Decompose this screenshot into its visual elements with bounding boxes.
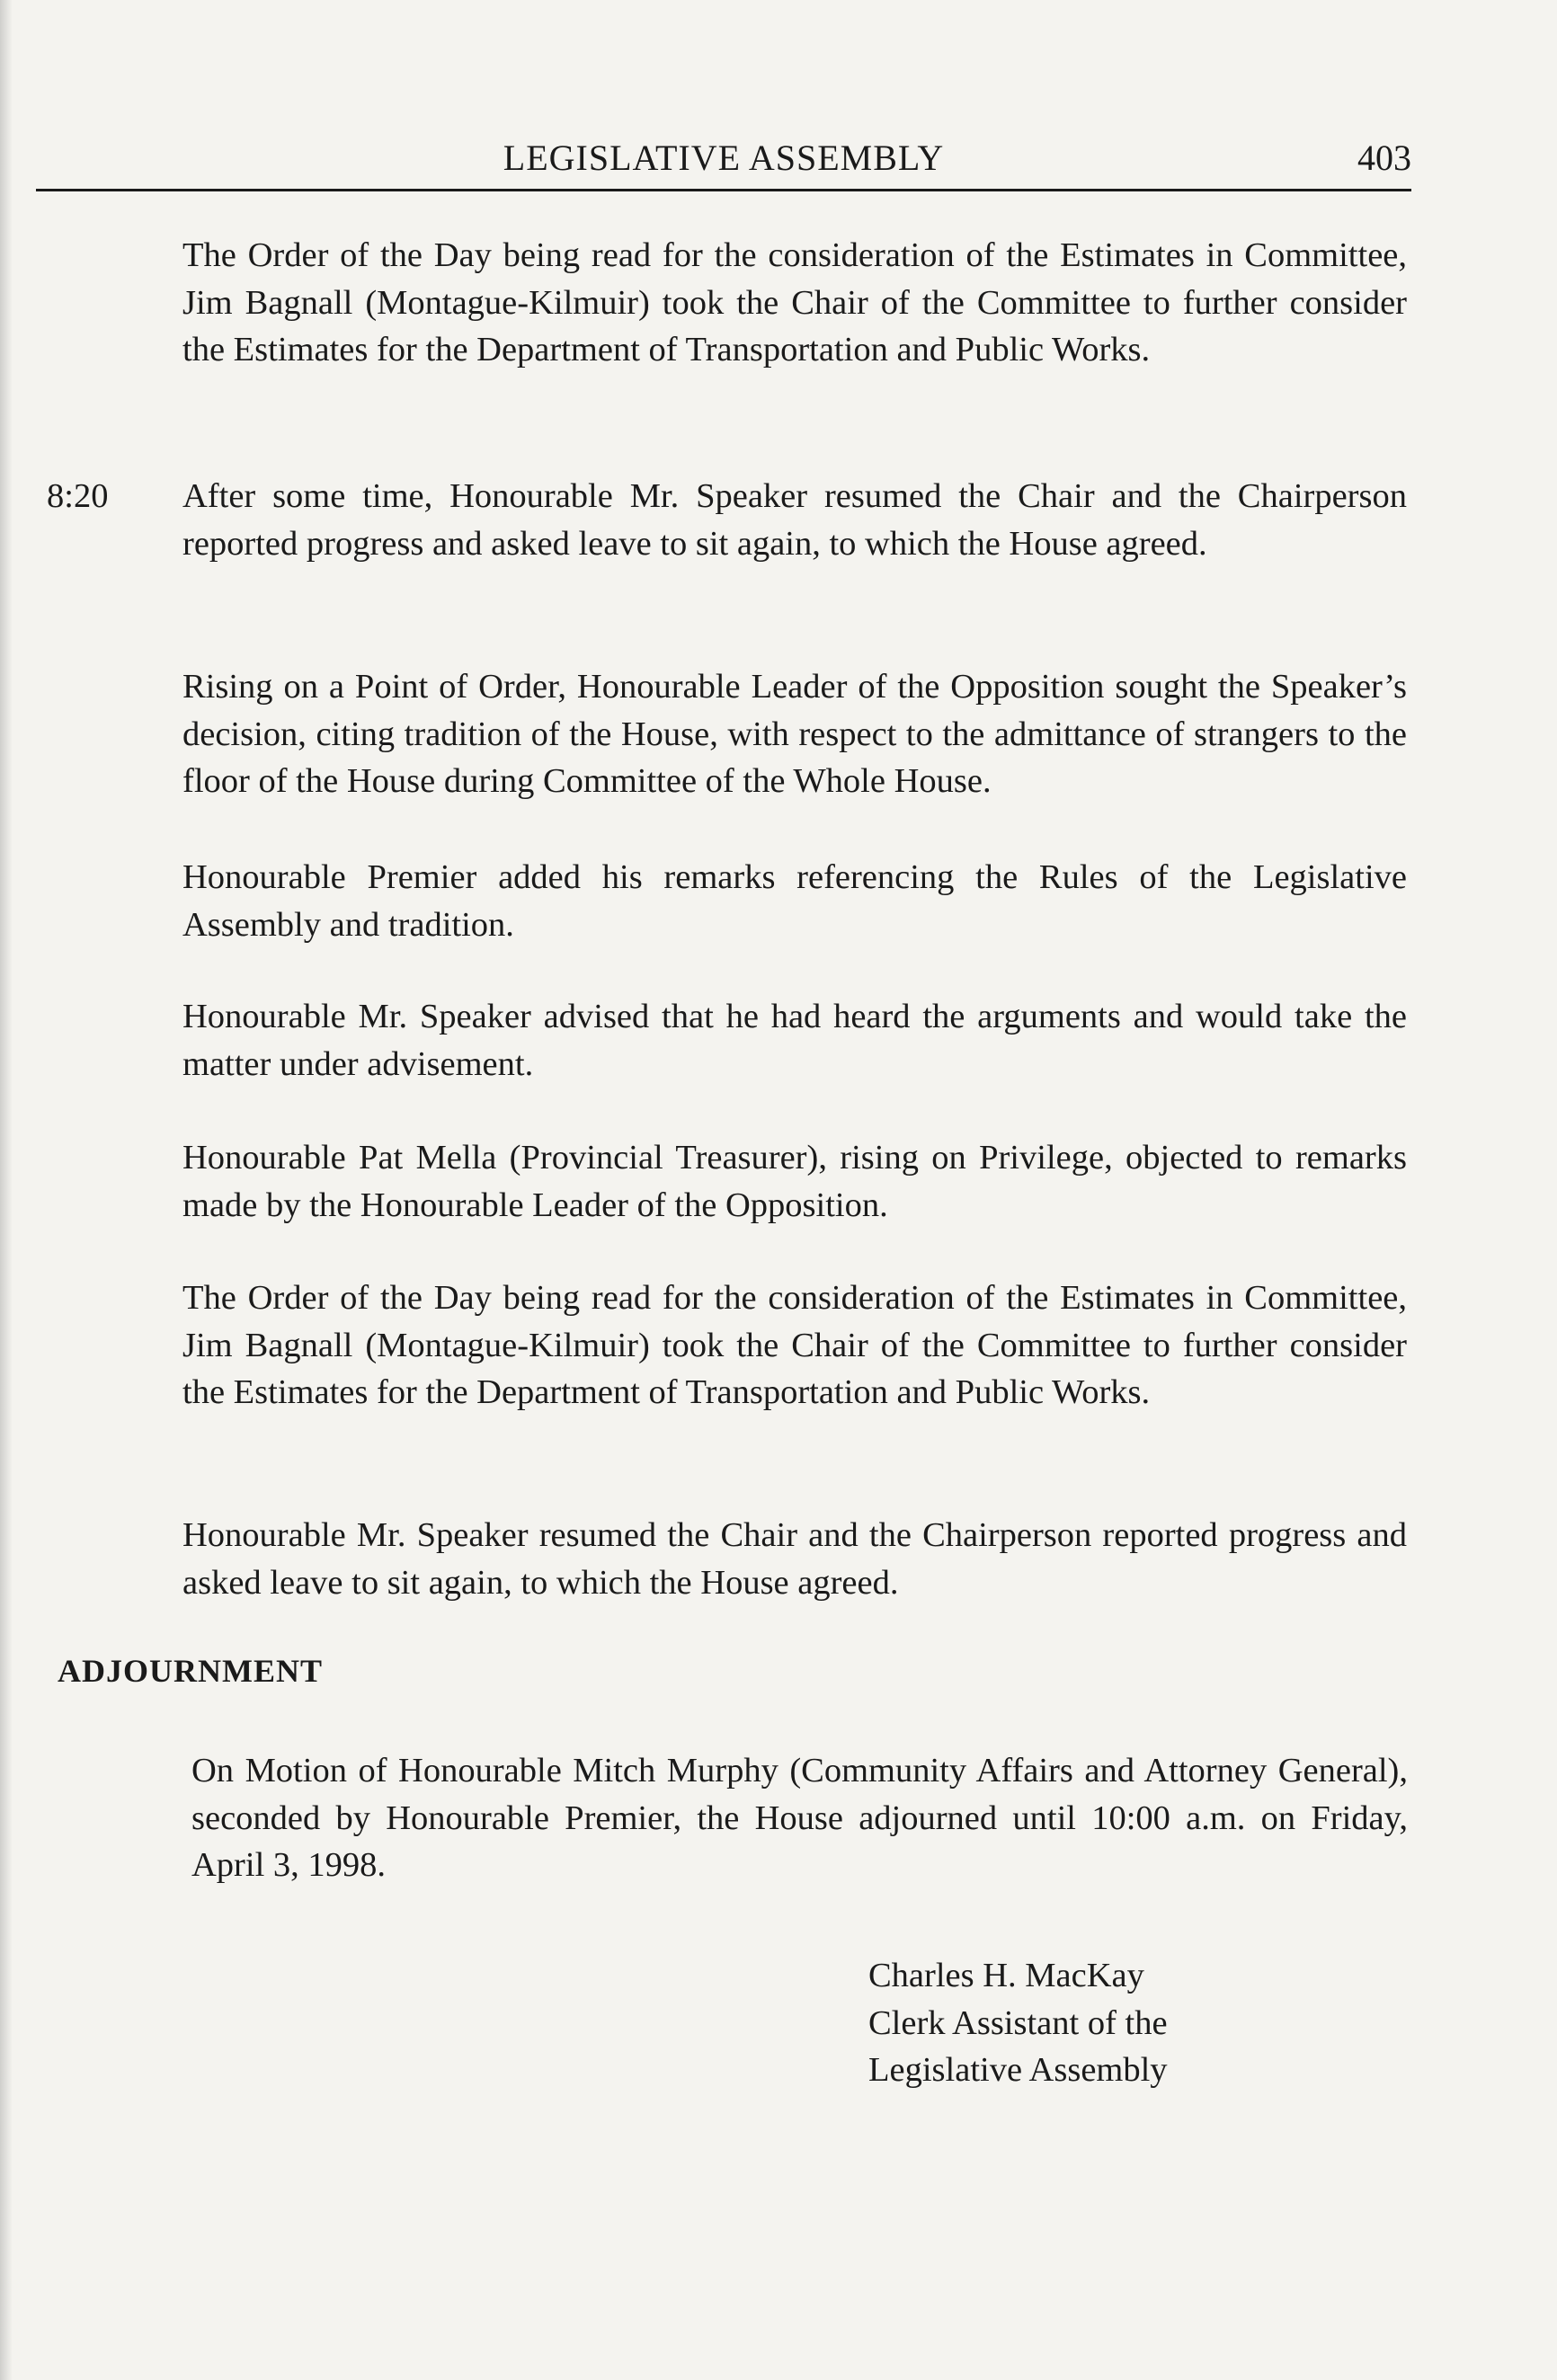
page-edge-shadow: [0, 0, 13, 2380]
adjournment-heading: ADJOURNMENT: [58, 1653, 323, 1689]
paragraph-estimates-committee-1: The Order of the Day being read for the consideration of the Estimates in Committee, Jim Bagnall (Montague-Kilmuir) took the Chair of the Committee to further consider the Estimates for the Department of Transportation and Public Works.: [182, 236, 1407, 369]
signature-title-line-2: Legislative Assembly: [868, 2051, 1168, 2089]
adjournment-motion: On Motion of Honourable Mitch Murphy (Community Affairs and Attorney General), seconded by Honourable Premier, the House adjourned until 10:00 a.m. on Friday, April 3, 1998.: [191, 1752, 1408, 1884]
margin-time-note: 8:20: [47, 477, 109, 515]
page-number: 403: [1357, 138, 1411, 178]
running-header-title: LEGISLATIVE ASSEMBLY: [503, 138, 945, 178]
running-header: [36, 126, 1411, 191]
signature-name: Charles H. MacKay: [868, 1957, 1144, 1994]
paragraph-speaker-resumed-1: After some time, Honourable Mr. Speaker resumed the Chair and the Chairperson reported progress and asked leave to sit again, to which the House agreed.: [182, 477, 1407, 563]
paragraph-speaker-resumed-2: Honourable Mr. Speaker resumed the Chair and the Chairperson reported progress and asked leave to sit again, to which the House agreed.: [182, 1516, 1407, 1602]
paragraph-point-of-order: Rising on a Point of Order, Honourable Leader of the Opposition sought the Speaker’s decision, citing tradition of the House, with respect to the admittance of strangers to the floor of the House during Committee of the Whole House.: [182, 668, 1407, 800]
signature-title-line-1: Clerk Assistant of the: [868, 2003, 1168, 2042]
paragraph-estimates-committee-2: The Order of the Day being read for the consideration of the Estimates in Committee, Jim Bagnall (Montague-Kilmuir) took the Chair of the Committee to further consider the Estimates for the Department of Transportation and Public Works.: [182, 1279, 1407, 1411]
paragraph-privilege: Honourable Pat Mella (Provincial Treasurer), rising on Privilege, objected to remarks made by the Honourable Leader of the Opposition.: [182, 1139, 1407, 1224]
paragraph-premier-remarks: Honourable Premier added his remarks referencing the Rules of the Legislative Assembly and tradition.: [182, 858, 1407, 944]
signature-block: [868, 1952, 1168, 2094]
paragraph-speaker-advisement: Honourable Mr. Speaker advised that he had heard the arguments and would take the matter under advisement.: [182, 998, 1407, 1083]
